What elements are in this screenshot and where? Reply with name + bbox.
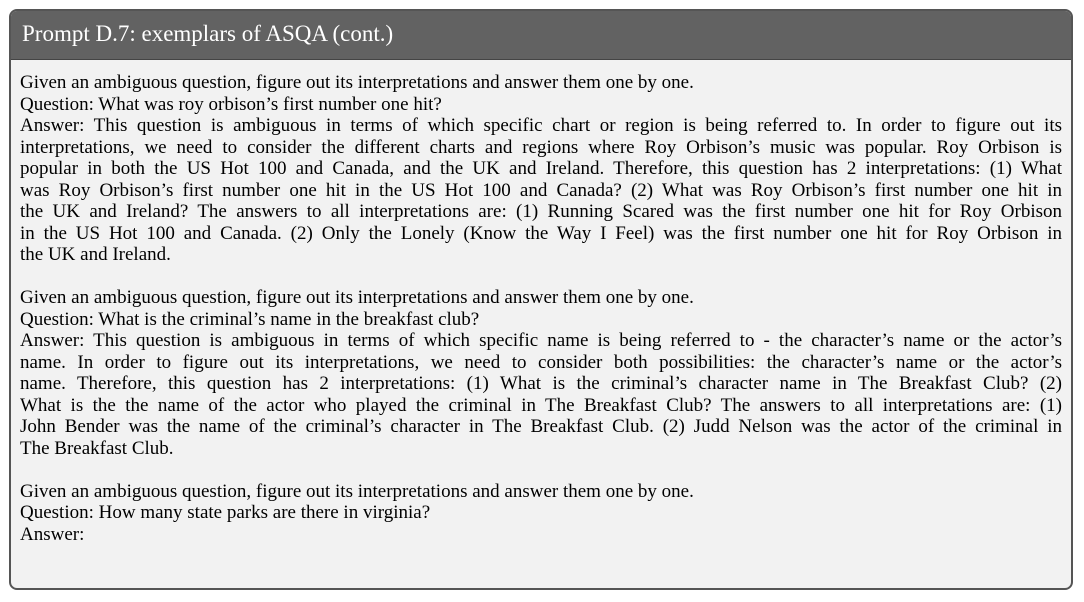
- answer-line: Answer:: [20, 523, 85, 545]
- answer-line: in the US Hot 100 and Canada. (2) Only the Lonely (Know the Way I Feel) was the first number one hit for Roy Orbison in: [20, 222, 1062, 244]
- prompt-title: Prompt D.7: exemplars of ASQA (cont.): [11, 11, 1071, 60]
- answer-line: the UK and Ireland.: [20, 244, 171, 265]
- answer-line: the UK and Ireland? The answers to all interpretations are: (1) Running Scared was the first number one hit for Roy Orbison: [20, 201, 1062, 222]
- answer-line: name. Therefore, this question has 2 interpretations: (1) What is the criminal’s character name in The Breakfast Club? (2): [20, 373, 1062, 394]
- prompt-body: [11, 60, 1071, 545]
- instruction-line: Given an ambiguous question, figure out its interpretations and answer them one by one.: [20, 72, 694, 93]
- answer-line: popular in both the US Hot 100 and Canada, and the UK and Ireland. Therefore, this question has 2 interpretations: (1) What: [20, 158, 1062, 179]
- answer-line: The Breakfast Club.: [20, 437, 174, 459]
- answer-line: Answer: This question is ambiguous in terms of which specific name is being referred to - the character’s name or the actor’s: [20, 330, 1062, 351]
- question-line: Question: How many state parks are there in virginia?: [20, 502, 431, 523]
- instruction-line: Given an ambiguous question, figure out its interpretations and answer them one by one.: [20, 480, 694, 502]
- answer-line: interpretations, we need to consider the different charts and regions where Roy Orbison’s music was popular. Roy Orbison is: [20, 136, 1062, 158]
- exemplar-block: [20, 481, 1062, 546]
- answer-line: was Roy Orbison’s first number one hit in the US Hot 100 and Canada? (2) What was Roy Orbison’s first number one hit in: [20, 179, 1062, 201]
- answer-line: John Bender was the name of the criminal’s character in The Breakfast Club. (2) Judd Nelson was the actor of the criminal in: [20, 416, 1062, 437]
- block-gap: [20, 266, 1062, 288]
- answer-line: name. In order to figure out its interpretations, we need to consider both possibilities: the character’s name or the actor’s: [20, 351, 1062, 373]
- block-gap: [20, 459, 1062, 481]
- answer-line: Answer: This question is ambiguous in terms of which specific chart or region is being referred to. In order to figure out its: [20, 115, 1062, 136]
- exemplar-block: [20, 287, 1062, 459]
- prompt-box: [9, 9, 1073, 590]
- exemplar-block: [20, 72, 1062, 266]
- question-line: Question: What is the criminal’s name in the breakfast club?: [20, 308, 480, 330]
- answer-line: What is the the name of the actor who played the criminal in The Breakfast Club? The answers to all interpretations are: (1): [20, 394, 1062, 416]
- question-line: Question: What was roy orbison’s first number one hit?: [20, 93, 442, 115]
- instruction-line: Given an ambiguous question, figure out its interpretations and answer them one by one.: [20, 287, 694, 308]
